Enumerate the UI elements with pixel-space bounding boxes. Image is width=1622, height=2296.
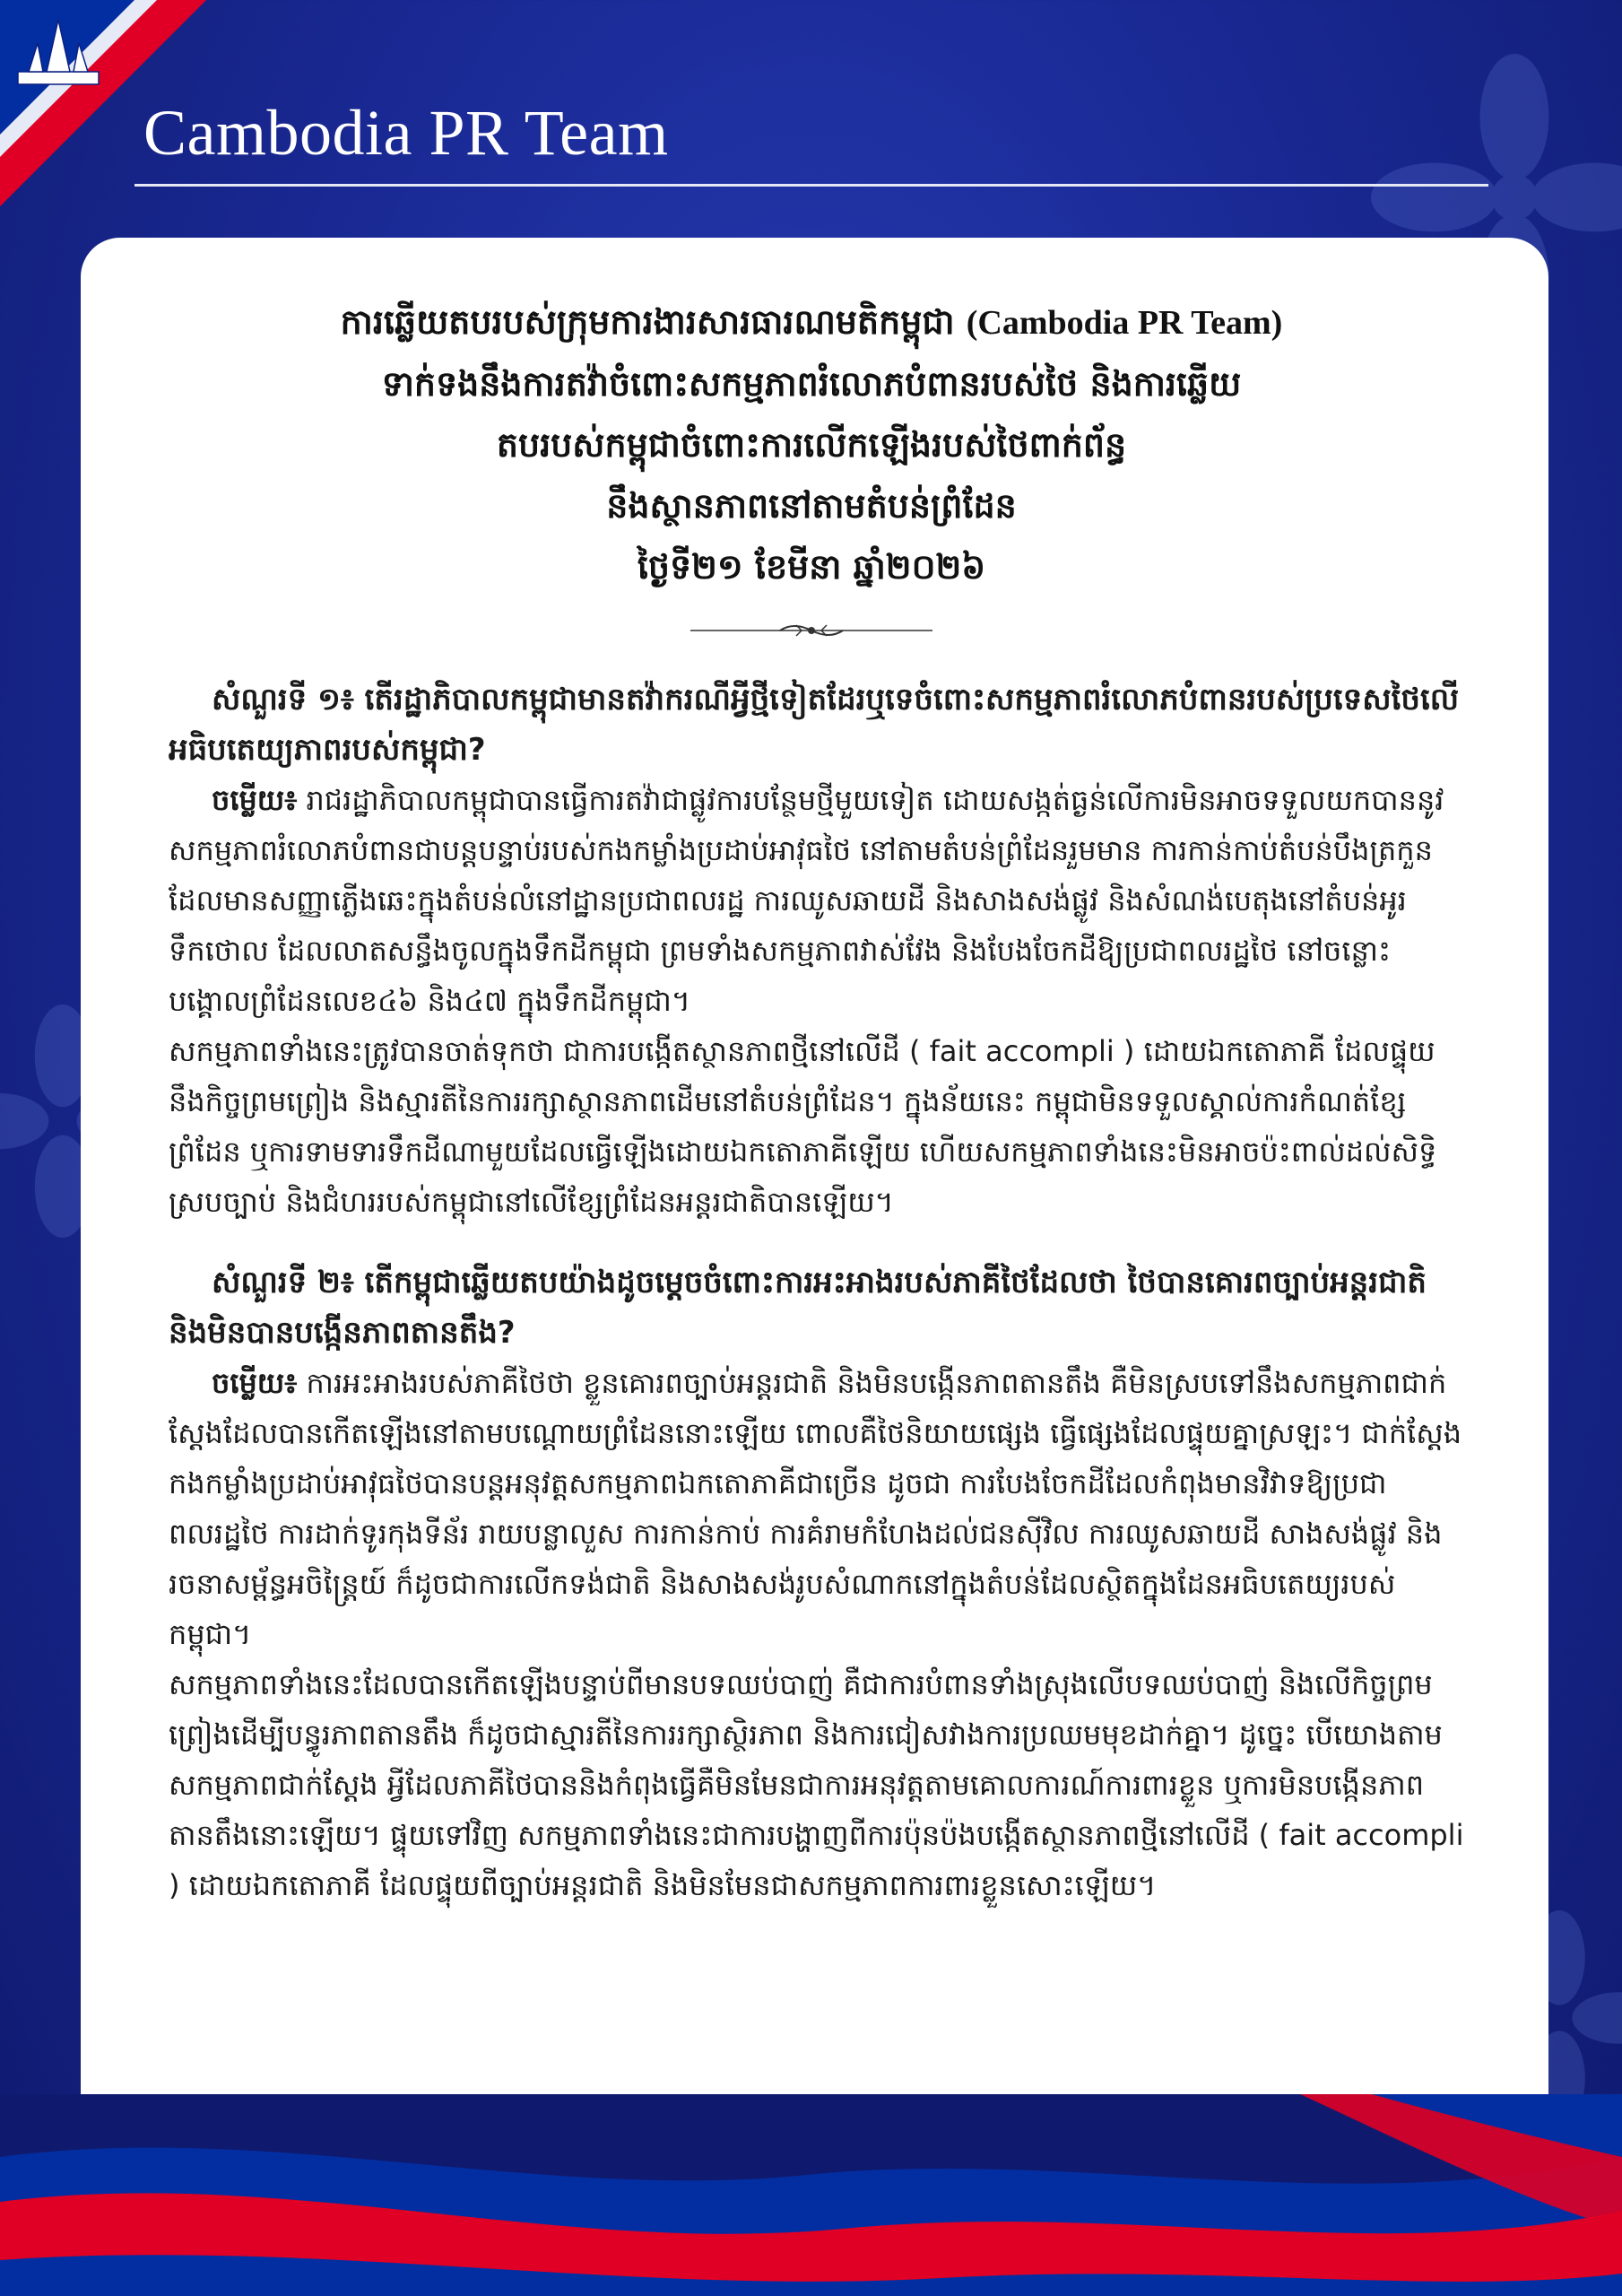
answer-1-text: រាជរដ្ឋាភិបាលកម្ពុជាបានធ្វើការតវ៉ាជាផ្លូវការបន្ថែមថ្មីមួយទៀត ដោយសង្កត់ធ្ងន់លើការមិនអាចទទួលយកបាននូវសកម្មភាពរំលោភបំពានជាបន្តបន្ទាប់របស់កងកម្លាំងប្រដាប់អាវុធថៃ នៅតាមតំបន់ព្រំដែនរួមមាន ការកាន់កាប់តំបន់បឹងត្រកួនដែលមានសញ្ញាភ្លើងឆេះក្នុងតំបន់លំនៅដ្ឋានប្រជាពលរដ្ឋ ការឈូសឆាយដី និងសាងសង់ផ្លូវ និងសំណង់បេតុងនៅតំបន់អូរទឹកថោល ដែលលាតសន្ធឹងចូលក្នុងទឹកដីកម្ពុជា ព្រមទាំងសកម្មភាពវាស់វែង និងបែងចែកដីឱ្យប្រជាពលរដ្ឋថៃ នៅចន្លោះបង្គោលព្រំដែនលេខ៤៦ និង៤៧ ក្នុងទឹកដីកម្ពុជា។ — [169, 783, 1444, 1018]
ornamental-divider-icon — [690, 617, 932, 644]
question-1: សំណួរទី ១៖ តើរដ្ឋាភិបាលកម្ពុជាមានតវ៉ាករណីអ្វីថ្មីទៀតដែរឬទេចំពោះសកម្មភាពរំលោភបំពានរបស់ប្រទេសថៃលើអធិបតេយ្យភាពរបស់កម្ពុជា? — [169, 682, 1460, 768]
answer-2-paragraph-2: សកម្មភាពទាំងនេះដែលបានកើតឡើងបន្ទាប់ពីមានបទឈប់បាញ់ គឺជាការបំពានទាំងស្រុងលើបទឈប់បាញ់ និងលើកិច្ចព្រមព្រៀងដើម្បីបន្ធូរភាពតានតឹង ក៏ដូចជាស្មារតីនៃការរក្សាស្ថិរភាព និងការជៀសវាងការប្រឈមមុខដាក់គ្នា។ ដូច្នេះ បើយោងតាមសកម្មភាពជាក់ស្តែង អ្វីដែលភាគីថៃបាននិងកំពុងធ្វើគឺមិនមែនជាការអនុវត្តតាមគោលការណ៍ការពារខ្លួន ឬការមិនបង្កើនភាពតានតឹងនោះឡើយ។ ផ្ទុយទៅវិញ សកម្មភាពទាំងនេះជាការបង្ហាញពីការប៉ុនប៉ងបង្កើតស្ថានភាពថ្មីនៅលើដី ( fait accompli ) ដោយឯកតោភាគី ដែលផ្ទុយពីច្បាប់អន្តរជាតិ និងមិនមែនជាសកម្មភាពការពារខ្លួនសោះឡើយ។ — [169, 1667, 1464, 1902]
answer-1-label: ចម្លើយ៖ — [212, 783, 298, 817]
header-divider — [134, 184, 1488, 187]
answer-1 — [169, 775, 1464, 1026]
answer-1-paragraph-2: សកម្មភាពទាំងនេះត្រូវបានចាត់ទុកថា ជាការបង្កើតស្ថានភាពថ្មីនៅលើដី ( fait accompli ) ដោយឯកតោភាគី ដែលផ្ទុយនឹងកិច្ចព្រមព្រៀង និងស្មារតីនៃការរក្សាស្ថានភាពដើមនៅតំបន់ព្រំដែន។ ក្នុងន័យនេះ កម្ពុជាមិនទទួលស្គាល់ការកំណត់ខ្សែព្រំដែន ឬការទាមទារទឹកដីណាមួយដែលធ្វើឡើងដោយឯកតោភាគីឡើយ ហើយសកម្មភាពទាំងនេះមិនអាចប៉ះពាល់ដល់សិទ្ធិស្របច្បាប់ និងជំហររបស់កម្ពុជានៅលើខ្សែព្រំដែនអន្តរជាតិបានឡើយ។ — [169, 1034, 1437, 1219]
question-2: សំណួរទី ២៖ តើកម្ពុជាឆ្លើយតបយ៉ាងដូចម្តេចចំពោះការអះអាងរបស់ភាគីថៃដែលថា ថៃបានគោរពច្បាប់អន្តរជាតិ និងមិនបានបង្កើនភាពតានតឹង? — [169, 1265, 1427, 1351]
answer-2-text: ការអះអាងរបស់ភាគីថៃថា ខ្លួនគោរពច្បាប់អន្តរជាតិ និងមិនបង្កើនភាពតានតឹង គឺមិនស្របទៅនឹងសកម្មភាពជាក់ស្តែងដែលបានកើតឡើងនៅតាមបណ្តោយព្រំដែននោះឡើយ ពោលគឺថៃនិយាយផ្សេង ធ្វើផ្សេងដែលផ្ទុយគ្នាស្រឡះ។ ជាក់ស្តែង កងកម្លាំងប្រដាប់អាវុធថៃបានបន្តអនុវត្តសកម្មភាពឯកតោភាគីជាច្រើន ដូចជា ការបែងចែកដីដែលកំពុងមានវិវាទឱ្យប្រជាពលរដ្ឋថៃ ការដាក់ទូរកុងទីន័រ រាយបន្លាលួស ការកាន់កាប់ ការគំរាមកំហែងដល់ជនស៊ីវិល ការឈូសឆាយដី សាងសង់ផ្លូវ និងរចនាសម្ព័ន្ធអចិន្ត្រៃយ៍ ក៏ដូចជាការលើកទង់ជាតិ និងសាងសង់រូបសំណាកនៅក្នុងតំបន់ដែលស្ថិតក្នុងដែនអធិបតេយ្យរបស់កម្ពុជា។ — [169, 1366, 1462, 1651]
answer-2-label: ចម្លើយ៖ — [212, 1366, 298, 1400]
document-title — [126, 291, 1497, 597]
title-line-3: តបរបស់កម្ពុជាចំពោះការលើកឡើងរបស់ថៃពាក់ព័ន្ធ — [496, 425, 1127, 465]
flag-ribbon-bottom-icon — [0, 2094, 1622, 2296]
title-date: ថ្ងៃទី២១ ខែមីនា ឆ្នាំ២០២៦ — [637, 547, 986, 587]
title-line-2: ទាក់ទងនឹងការតវ៉ាចំពោះសកម្មភាពរំលោភបំពានរបស់ថៃ និងការឆ្លើយ — [381, 364, 1242, 404]
header-title: Cambodia PR Team — [143, 97, 669, 169]
title-latin: (Cambodia PR Team) — [966, 304, 1283, 342]
answer-2 — [169, 1358, 1464, 1659]
title-line-4: នឹងស្ថានភាពនៅតាមតំបន់ព្រំដែន — [606, 486, 1017, 526]
document-body — [169, 674, 1464, 1910]
title-line-1: ការឆ្លើយតបរបស់ក្រុមការងារសារធារណមតិកម្ពុជា (Cambodia PR Team) — [340, 302, 1283, 342]
